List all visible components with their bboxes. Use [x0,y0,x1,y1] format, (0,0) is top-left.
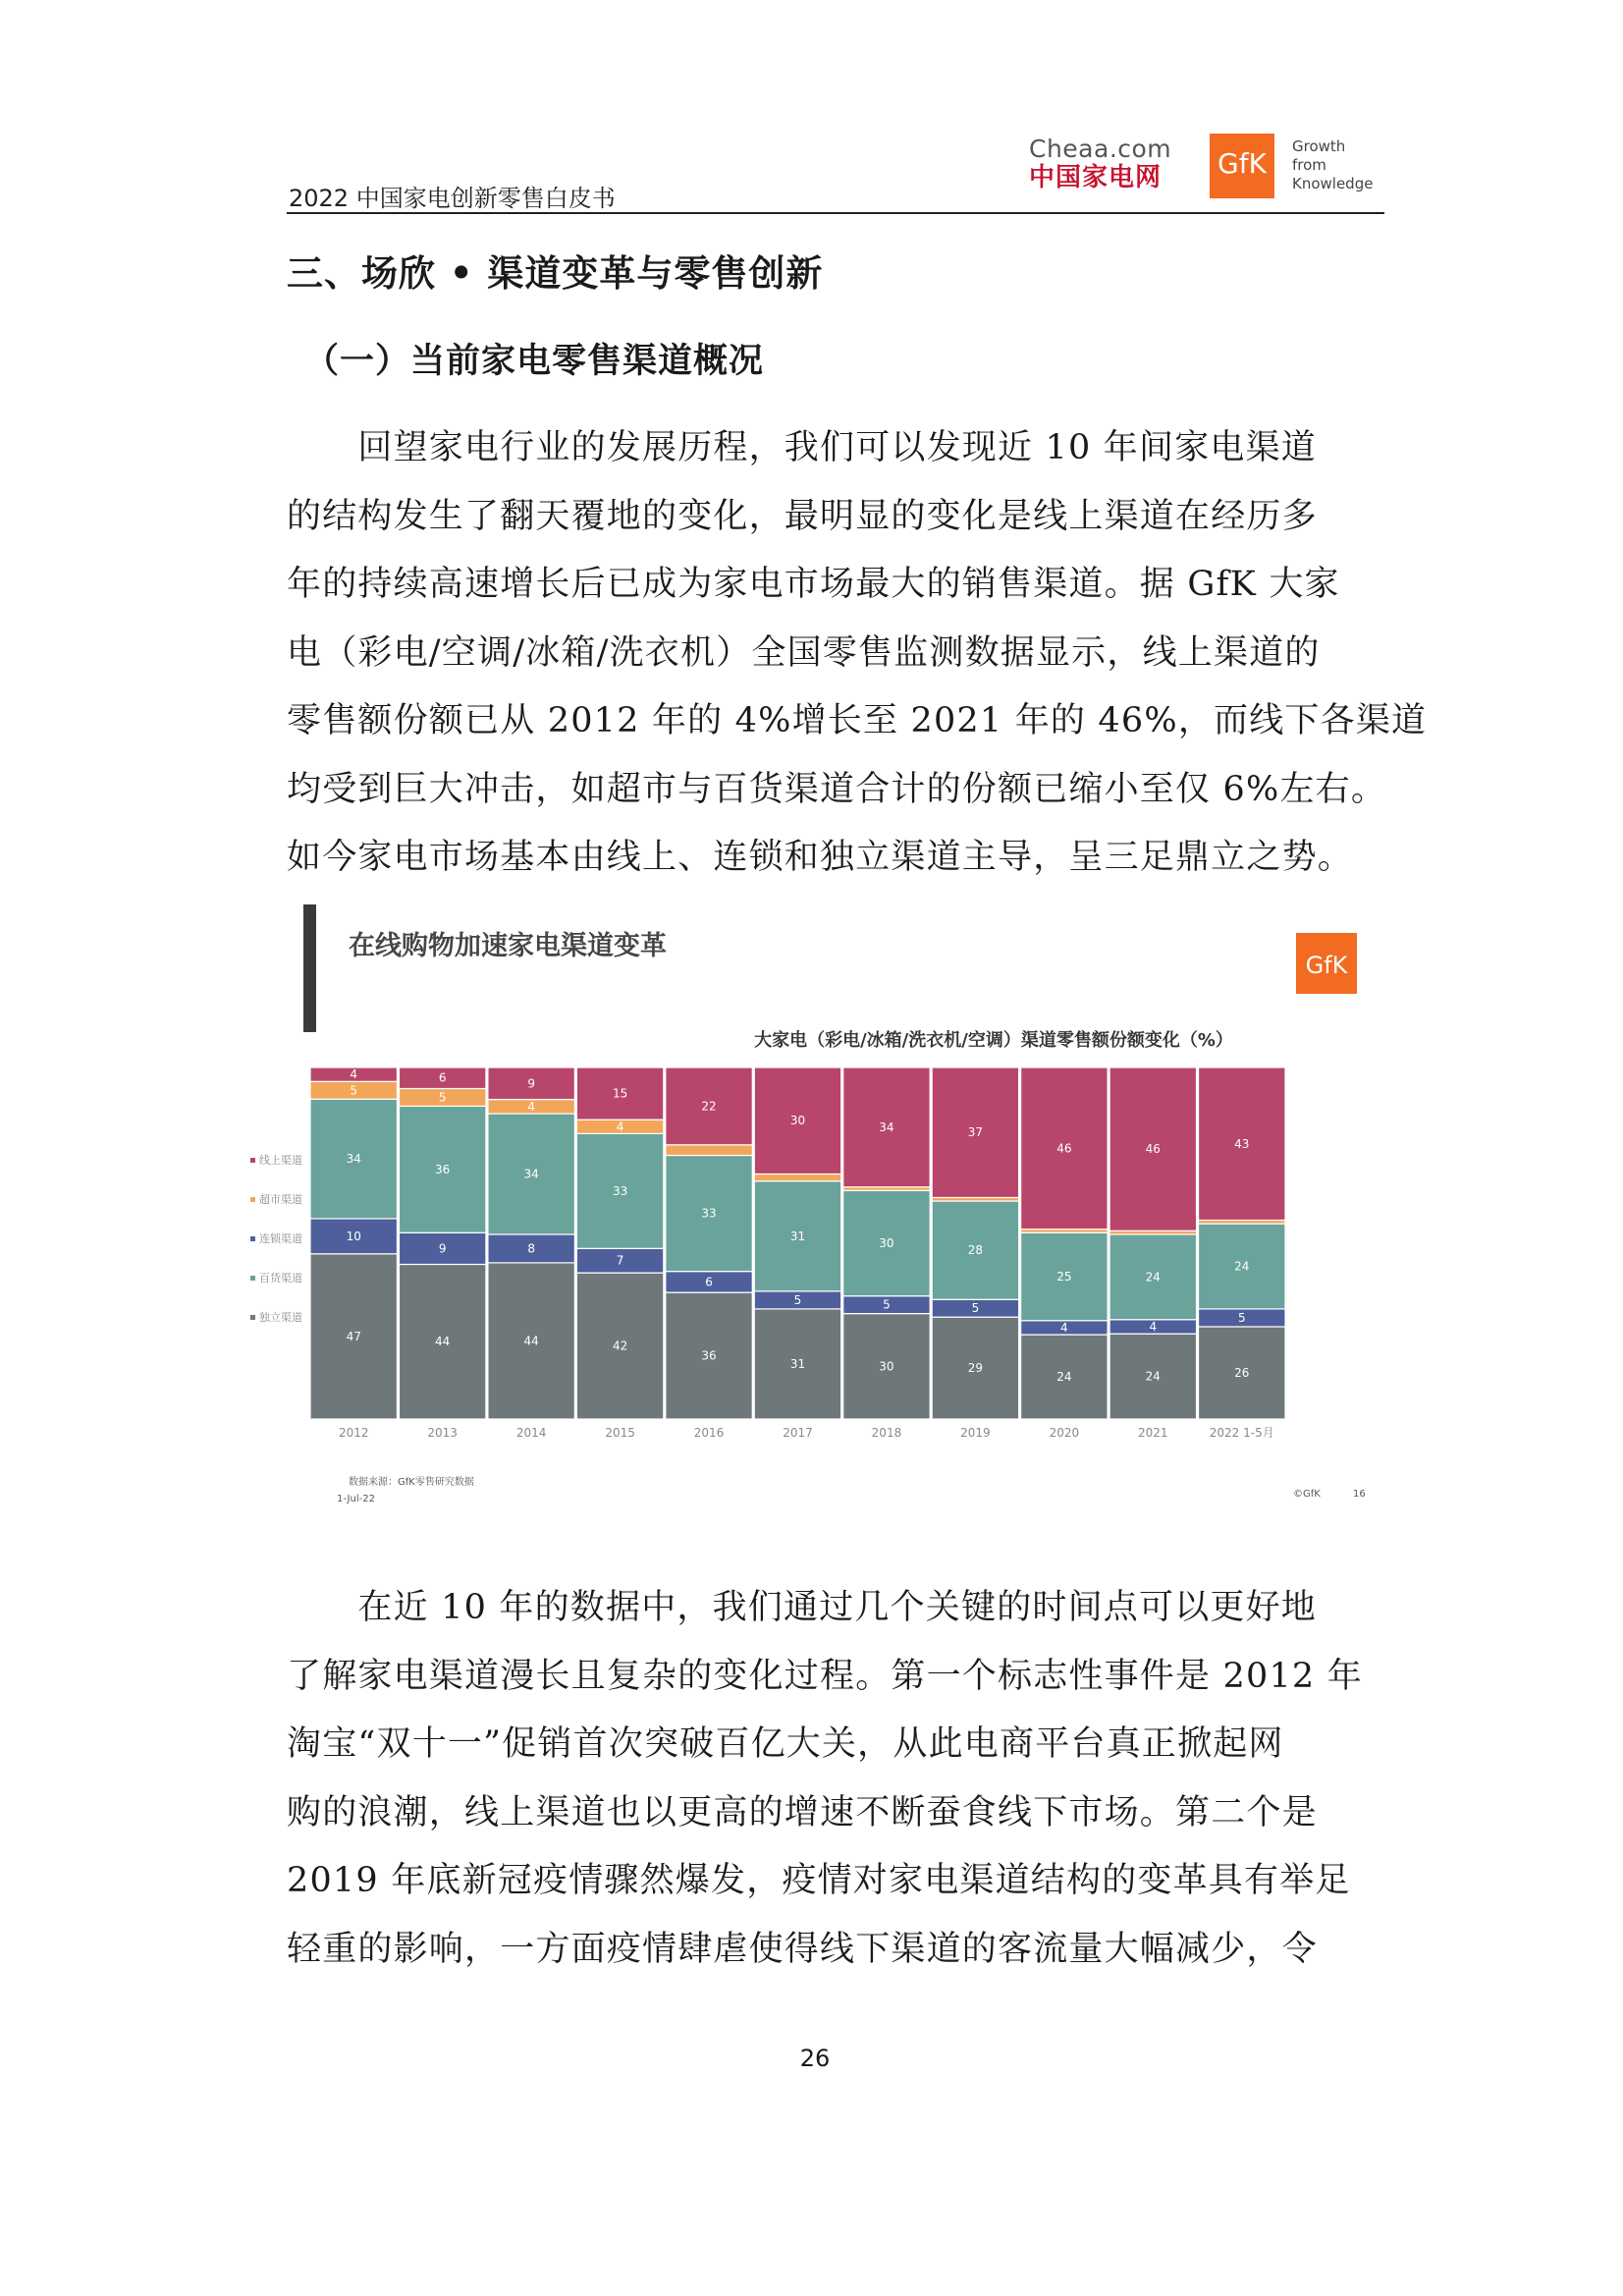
x-tick-label: 2013 [427,1426,458,1440]
paragraph-line: 了解家电渠道漫长且复杂的变化过程。第一个标志性事件是 2012 年 [287,1656,1363,1696]
chart-plot-area [310,1067,1285,1419]
data-label: 30 [879,1359,894,1374]
x-tick-label: 2012 [338,1426,369,1440]
paragraph-2 [287,1574,1386,1984]
header-title: 2022 中国家电创新零售白皮书 [289,185,616,212]
data-label: 4 [527,1099,535,1114]
paragraph-line: 均受到巨大冲击，如超市与百货渠道合计的份额已缩小至仅 6%左右。 [287,769,1387,809]
data-label: 31 [789,1356,806,1371]
gfk-logo [1210,134,1274,198]
data-label: 30 [879,1236,894,1250]
data-label: 4 [616,1120,624,1134]
chart-slide-figure [259,899,1389,1512]
paragraph-line: 2019 年底新冠疫情骤然爆发，疫情对家电渠道结构的变革具有举足 [287,1861,1351,1900]
data-label: 15 [612,1086,628,1101]
data-label: 24 [1145,1270,1161,1285]
data-label: 30 [789,1114,806,1128]
legend-entry: 线上渠道 [259,1154,302,1167]
gfk-tagline-line: Growth [1292,137,1346,155]
data-label: 29 [967,1361,984,1376]
x-tick-label: 2021 [1138,1426,1168,1440]
slide-gfk-logo-text: GfK [1305,952,1348,979]
data-label: 6 [438,1070,447,1085]
data-label: 44 [435,1335,451,1349]
slide-title: 在线购物加速家电渠道变革 [349,931,667,961]
legend-swatch [250,1197,255,1202]
chart-title: 大家电（彩电/冰箱/洗衣机/空调）渠道零售额份额变化（%） [754,1030,1233,1051]
x-tick-label: 2022 1-5月 [1209,1426,1274,1440]
paragraph-line: 在近 10 年的数据中，我们通过几个关键的时间点可以更好地 [287,1588,1317,1627]
legend-swatch [250,1315,255,1320]
data-label: 25 [1056,1270,1072,1285]
header-divider [287,212,1384,214]
paragraph-line: 购的浪潮，线上渠道也以更高的增速不断蚕食线下市场。第二个是 [287,1792,1318,1832]
paragraph-1 [287,414,1428,893]
data-label: 4 [1060,1320,1068,1335]
legend-entry: 连锁渠道 [259,1232,302,1245]
legend-swatch [250,1158,255,1163]
x-tick-label: 2014 [515,1426,547,1440]
data-label: 24 [1234,1259,1250,1274]
data-label: 46 [1056,1141,1072,1156]
data-label: 9 [438,1241,447,1256]
x-tick-label: 2016 [693,1426,725,1440]
data-label: 36 [701,1348,717,1363]
data-label: 24 [1056,1370,1072,1385]
data-label: 7 [616,1253,624,1268]
data-label: 28 [967,1243,984,1258]
legend-entry: 百货渠道 [259,1272,302,1285]
cheaa-logo-cn: 中国家电网 [1029,163,1163,192]
data-label: 8 [527,1241,535,1256]
data-label: 42 [612,1339,628,1353]
chart-x-axis [339,1426,1274,1440]
data-label: 34 [879,1120,894,1134]
data-label: 6 [705,1275,713,1289]
data-label: 5 [793,1292,802,1307]
x-tick-label: 2018 [871,1426,902,1440]
page-header [287,126,1384,216]
data-label: 33 [701,1206,717,1221]
paragraph-line: 淘宝“双十一”促销首次突破百亿大关，从此电商平台真正掀起网 [287,1724,1284,1764]
slide-copyright: ©GfK [1293,1489,1321,1500]
data-label: 5 [1237,1310,1246,1325]
cheaa-logo [1029,136,1196,192]
data-label: 33 [612,1183,628,1198]
legend-entry: 独立渠道 [259,1311,302,1324]
data-label: 46 [1145,1142,1161,1157]
data-label: 5 [350,1083,358,1098]
gfk-tagline [1292,137,1373,193]
data-label: 47 [346,1329,361,1343]
x-tick-label: 2020 [1049,1426,1080,1440]
page-number: 26 [799,2045,831,2072]
data-label: 4 [350,1067,358,1082]
x-tick-label: 2017 [783,1426,813,1440]
paragraph-line: 回望家电行业的发展历程，我们可以发现近 10 年间家电渠道 [287,428,1317,467]
data-label: 34 [523,1167,539,1181]
bar-segment [666,1145,752,1156]
gfk-tagline-line: from [1292,156,1326,174]
slide-source: 数据来源：GfK零售研究数据 [349,1477,474,1488]
data-label: 37 [967,1125,984,1140]
data-label: 5 [883,1297,891,1312]
data-label: 31 [789,1229,806,1243]
section-title: 三、场欣 • 渠道变革与零售创新 [287,251,824,295]
slide-title-bar [303,904,316,1032]
paragraph-line: 电（彩电/空调/冰箱/洗衣机）全国零售监测数据显示，线上渠道的 [287,632,1321,673]
data-label: 4 [1149,1319,1158,1334]
paragraph-line: 年的持续高速增长后已成为家电市场最大的销售渠道。据 GfK 大家 [287,565,1340,604]
data-label: 44 [523,1334,539,1348]
paragraph-line: 轻重的影响，一方面疫情肆虐使得线下渠道的客流量大幅减少，令 [287,1929,1318,1969]
x-tick-label: 2019 [960,1426,991,1440]
data-label: 22 [701,1099,717,1114]
bar-segment [754,1174,840,1180]
chart-legend [250,1153,302,1324]
data-label: 5 [438,1090,447,1105]
gfk-tagline-line: Knowledge [1292,175,1374,192]
slide-date: 1-Jul-22 [337,1494,375,1504]
data-label: 36 [435,1162,451,1176]
data-label: 26 [1234,1365,1250,1380]
data-label: 10 [346,1229,361,1243]
subsection-title: （一）当前家电零售渠道概况 [304,341,765,381]
paragraph-line: 如今家电市场基本由线上、连锁和独立渠道主导，呈三足鼎立之势。 [287,838,1354,877]
paragraph-line: 的结构发生了翻天覆地的变化，最明显的变化是线上渠道在经历多 [287,496,1318,536]
data-label: 34 [346,1152,361,1167]
legend-entry: 超市渠道 [259,1193,302,1206]
data-label: 9 [527,1076,535,1091]
x-tick-label: 2015 [605,1426,635,1440]
paragraph-line: 零售额份额已从 2012 年的 4%增长至 2021 年的 46%，而线下各渠道 [287,701,1428,740]
data-label: 43 [1234,1136,1250,1151]
cheaa-logo-en: Cheaa.com [1029,135,1172,163]
data-label: 5 [971,1301,980,1316]
legend-swatch [250,1276,255,1281]
data-label: 24 [1145,1369,1161,1384]
gfk-logo-text: GfK [1217,147,1267,180]
slide-number: 16 [1353,1489,1366,1500]
legend-swatch [250,1236,255,1241]
